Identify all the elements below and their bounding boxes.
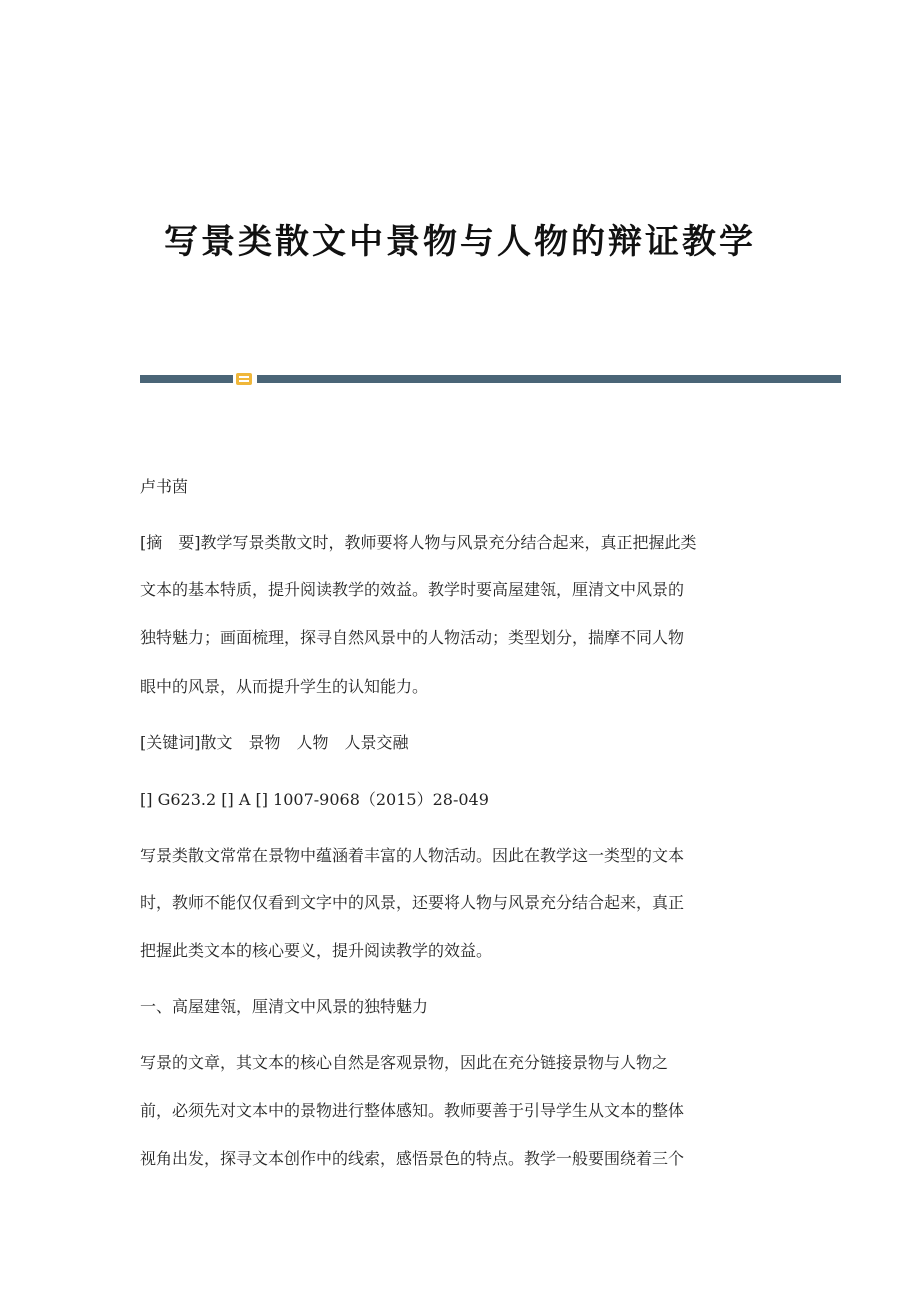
divider-right-bar (257, 375, 841, 383)
paper-title: 写景类散文中景物与人物的辩证教学 (164, 222, 756, 262)
document-icon (236, 373, 252, 385)
divider-left-bar (140, 375, 233, 383)
paragraph-line: 视角出发，探寻文本创作中的线索，感悟景色的特点。教学一般要围绕着三个 (140, 1149, 685, 1168)
abstract-line: 独特魅力；画面梳理，探寻自然风景中的人物活动；类型划分，揣摩不同人物 (140, 628, 685, 647)
classification-codes: [] G623.2 [] A [] 1007-9068（2015）28-049 (140, 790, 489, 809)
abstract-line: 眼中的风景，从而提升学生的认知能力。 (140, 677, 429, 696)
paragraph-line: 写景类散文常常在景物中蕴涵着丰富的人物活动。因此在教学这一类型的文本 (140, 846, 685, 865)
author-name: 卢书茵 (140, 477, 189, 496)
paragraph-line: 写景的文章，其文本的核心自然是客观景物，因此在充分链接景物与人物之 (140, 1053, 669, 1072)
paragraph-line: 前，必须先对文本中的景物进行整体感知。教师要善于引导学生从文本的整体 (140, 1101, 685, 1120)
section-heading: 一、高屋建瓴，厘清文中风景的独特魅力 (140, 997, 429, 1016)
paragraph-line: 把握此类文本的核心要义，提升阅读教学的效益。 (140, 941, 493, 960)
abstract-line: [摘 要]教学写景类散文时，教师要将人物与风景充分结合起来，真正把握此类 (140, 533, 697, 552)
paragraph-line: 时，教师不能仅仅看到文字中的风景，还要将人物与风景充分结合起来，真正 (140, 893, 685, 912)
keywords: [关键词]散文 景物 人物 人景交融 (140, 733, 409, 752)
abstract-line: 文本的基本特质，提升阅读教学的效益。教学时要高屋建瓴，厘清文中风景的 (140, 580, 685, 599)
